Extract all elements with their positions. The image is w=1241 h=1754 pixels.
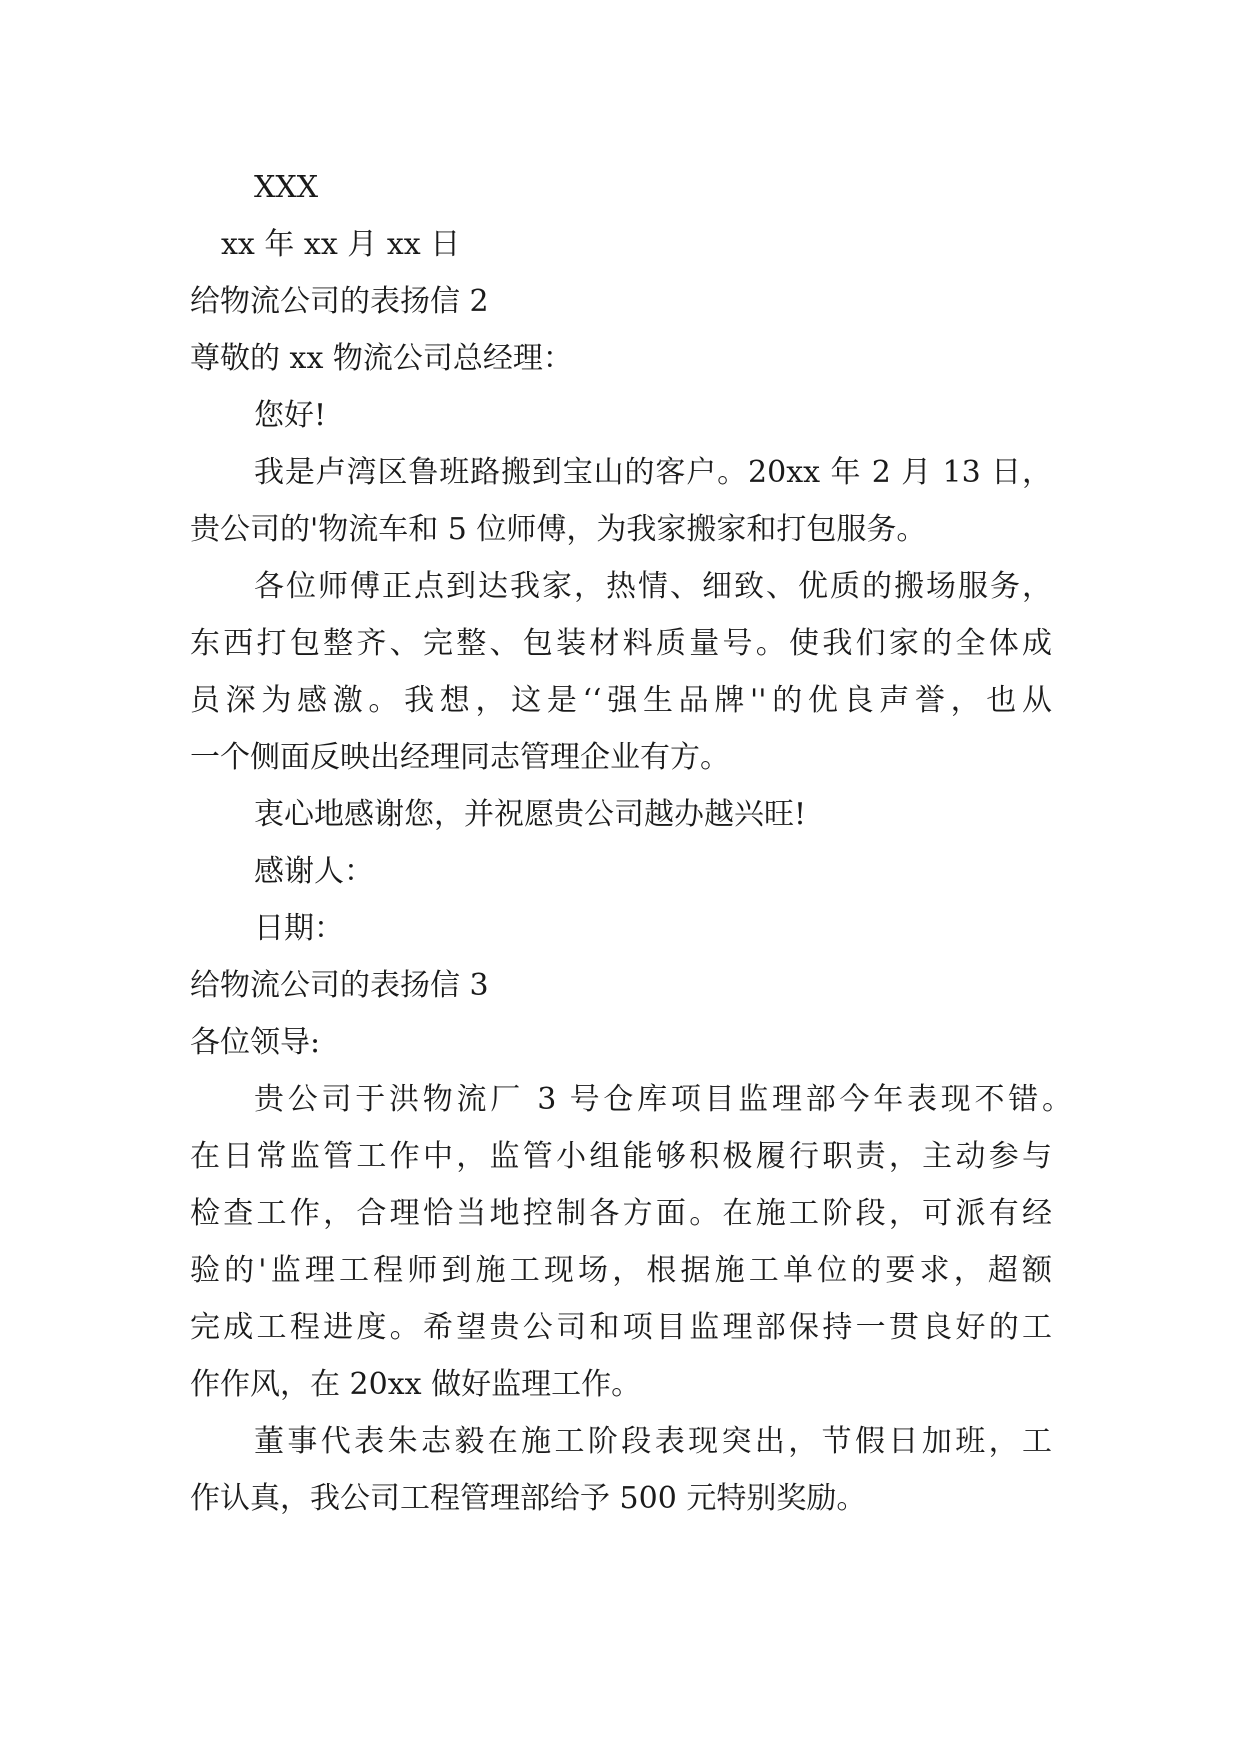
letter2-p2-line-2: 东西打包整齐、完整、包装材料质量号。使我们家的全体成 bbox=[190, 626, 1052, 661]
letter2-p2-line-3: 员深为感激。我想，这是‘‘强生品牌''的优良声誉，也从 bbox=[190, 683, 1052, 718]
letter2-date-label: 日期： bbox=[254, 911, 344, 946]
letter3-p1-line-3: 检查工作，合理恰当地控制各方面。在施工阶段，可派有经 bbox=[190, 1196, 1052, 1231]
letter3-p1-line-6: 作作风，在 20xx 做好监理工作。 bbox=[190, 1367, 642, 1402]
letter3-p2-line-1: 董事代表朱志毅在施工阶段表现突出，节假日加班，工 bbox=[254, 1424, 1052, 1459]
letter2-salutation: 尊敬的 xx 物流公司总经理： bbox=[190, 341, 573, 376]
letter2-p1-line-1: 我是卢湾区鲁班路搬到宝山的客户。20xx 年 2 月 13 日， bbox=[254, 455, 1052, 490]
letter2-title: 给物流公司的表扬信 2 bbox=[190, 284, 489, 319]
letter3-p1-line-5: 完成工程进度。希望贵公司和项目监理部保持一贯良好的工 bbox=[190, 1310, 1052, 1345]
letter1-signoff-name: XXX bbox=[254, 170, 319, 205]
letter2-p2-line-4: 一个侧面反映出经理同志管理企业有方。 bbox=[190, 740, 730, 775]
letter3-p1-line-1: 贵公司于洪物流厂 3 号仓库项目监理部今年表现不错。 bbox=[254, 1082, 1072, 1117]
letter3-p2-line-2: 作认真，我公司工程管理部给予 500 元特别奖励。 bbox=[190, 1481, 867, 1516]
letter1-signoff-date: xx 年 xx 月 xx 日 bbox=[221, 227, 461, 262]
letter3-salutation: 各位领导: bbox=[190, 1025, 321, 1060]
letter2-closing: 衷心地感谢您，并祝愿贵公司越办越兴旺! bbox=[254, 797, 807, 832]
letter3-p1-line-2: 在日常监管工作中，监管小组能够积极履行职责，主动参与 bbox=[190, 1139, 1052, 1174]
letter3-p1-line-4: 验的'监理工程师到施工现场，根据施工单位的要求，超额 bbox=[190, 1253, 1052, 1288]
letter3-title: 给物流公司的表扬信 3 bbox=[190, 968, 489, 1003]
letter2-thanker-label: 感谢人： bbox=[254, 854, 374, 889]
letter2-p1-line-2: 贵公司的'物流车和 5 位师傅，为我家搬家和打包服务。 bbox=[190, 512, 927, 547]
letter2-p2-line-1: 各位师傅正点到达我家，热情、细致、优质的搬场服务， bbox=[254, 569, 1052, 604]
letter2-greeting: 您好! bbox=[254, 398, 327, 433]
